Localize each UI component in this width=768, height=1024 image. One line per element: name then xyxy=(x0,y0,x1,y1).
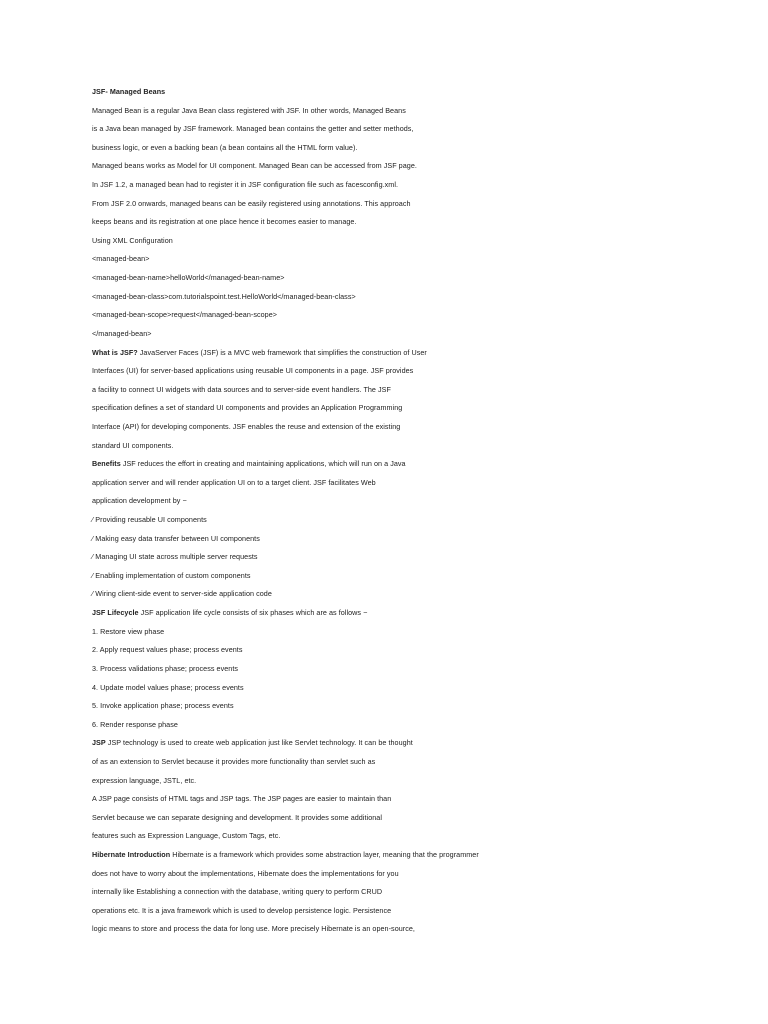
heading-label: Hibernate Introduction xyxy=(92,849,171,859)
document-body xyxy=(92,84,492,940)
line-text: JSF reduces the effort in creating and maintaining applications, which will run on a Java xyxy=(120,459,406,469)
line-text: ⁄ Providing reusable UI components xyxy=(92,515,207,525)
line-text: A JSP page consists of HTML tags and JSP tags. The JSP pages are easier to maintain than xyxy=(92,794,392,804)
line-text: </managed-bean> xyxy=(92,328,152,338)
line-text: expression language, JSTL, etc. xyxy=(92,775,197,785)
text-line xyxy=(92,419,492,438)
line-text: operations etc. It is a java framework which is used to develop persistence logic. Persistence xyxy=(92,905,392,915)
line-text: keeps beans and its registration at one place hence it becomes easier to manage. xyxy=(92,217,357,227)
text-line xyxy=(92,512,492,531)
text-line xyxy=(92,866,492,885)
text-line xyxy=(92,140,492,159)
line-text: logic means to store and process the data for long use. More precisely Hibernate is an open-source, xyxy=(92,924,415,934)
line-text: ⁄ Managing UI state across multiple server requests xyxy=(92,552,258,562)
heading-label: What is JSF? xyxy=(92,347,138,357)
line-text: <managed-bean-class>com.tutorialspoint.test.HelloWorld</managed-bean-class> xyxy=(92,291,356,301)
line-text: application development by − xyxy=(92,496,187,506)
line-text: <managed-bean-name>helloWorld</managed-bean-name> xyxy=(92,273,285,283)
text-line xyxy=(92,549,492,568)
text-line xyxy=(92,400,492,419)
text-line xyxy=(92,680,492,699)
line-text: Using XML Configuration xyxy=(92,235,173,245)
text-line xyxy=(92,103,492,122)
text-line xyxy=(92,307,492,326)
text-line xyxy=(92,456,492,475)
line-text: internally like Establishing a connection with the database, writing query to perform CRUD xyxy=(92,887,383,897)
line-text: a facility to connect UI widgets with data sources and to server-side event handlers. The JSF xyxy=(92,384,391,394)
line-text: Managed beans works as Model for UI component. Managed Bean can be accessed from JSF page. xyxy=(92,161,417,171)
line-text: <managed-bean-scope>request</managed-bean-scope> xyxy=(92,310,278,320)
text-line xyxy=(92,438,492,457)
line-text: JavaServer Faces (JSF) is a MVC web framework that simplifies the construction of User xyxy=(137,347,427,357)
line-text: 1. Restore view phase xyxy=(92,626,165,636)
text-line xyxy=(92,847,492,866)
line-text: specification defines a set of standard UI components and provides an Application Programming xyxy=(92,403,403,413)
line-text: ⁄ Wiring client-side event to server-side application code xyxy=(92,589,272,599)
text-line xyxy=(92,326,492,345)
line-text: JSF application life cycle consists of six phases which are as follows − xyxy=(138,608,368,618)
text-line xyxy=(92,810,492,829)
text-line xyxy=(92,828,492,847)
text-line xyxy=(92,624,492,643)
line-text: 6. Render response phase xyxy=(92,719,178,729)
text-line xyxy=(92,698,492,717)
text-line xyxy=(92,158,492,177)
line-text: is a Java bean managed by JSF framework. Managed bean contains the getter and setter methods, xyxy=(92,124,414,134)
line-text: ⁄ Making easy data transfer between UI components xyxy=(92,533,260,543)
text-line xyxy=(92,586,492,605)
line-text: 2. Apply request values phase; process events xyxy=(92,645,243,655)
text-line xyxy=(92,251,492,270)
line-text: Interface (API) for developing components. JSF enables the reuse and extension of the existing xyxy=(92,421,401,431)
text-line xyxy=(92,177,492,196)
text-line xyxy=(92,568,492,587)
text-line xyxy=(92,903,492,922)
text-line xyxy=(92,717,492,736)
text-line xyxy=(92,196,492,215)
text-line xyxy=(92,84,492,103)
line-text: JSP technology is used to create web application just like Servlet technology. It can be thought xyxy=(105,738,413,748)
text-line xyxy=(92,121,492,140)
line-text: From JSF 2.0 onwards, managed beans can be easily registered using annotations. This approach xyxy=(92,198,411,208)
line-text: application server and will render application UI on to a target client. JSF facilitates Web xyxy=(92,477,376,487)
line-text: Servlet because we can separate designing and development. It provides some additional xyxy=(92,812,382,822)
line-text: Managed Bean is a regular Java Bean class registered with JSF. In other words, Managed Beans xyxy=(92,105,406,115)
text-line xyxy=(92,214,492,233)
text-line xyxy=(92,289,492,308)
heading-label: Benefits xyxy=(92,459,121,469)
text-line xyxy=(92,791,492,810)
line-text: ⁄ Enabling implementation of custom components xyxy=(92,570,251,580)
text-line xyxy=(92,921,492,940)
text-line xyxy=(92,270,492,289)
text-line xyxy=(92,642,492,661)
text-line xyxy=(92,345,492,364)
heading-label: JSF- Managed Beans xyxy=(92,87,166,96)
line-text: 5. Invoke application phase; process events xyxy=(92,701,234,711)
text-line xyxy=(92,735,492,754)
text-line xyxy=(92,773,492,792)
line-text: 4. Update model values phase; process events xyxy=(92,682,244,692)
text-line xyxy=(92,233,492,252)
text-line xyxy=(92,884,492,903)
line-text: <managed-bean> xyxy=(92,254,150,264)
text-line xyxy=(92,363,492,382)
line-text: features such as Expression Language, Custom Tags, etc. xyxy=(92,831,281,841)
text-line xyxy=(92,661,492,680)
text-line xyxy=(92,531,492,550)
line-text: of as an extension to Servlet because it provides more functionality than servlet such as xyxy=(92,756,376,766)
heading-label: JSP xyxy=(92,738,106,748)
line-text: Hibernate is a framework which provides some abstraction layer, meaning that the programmer xyxy=(170,849,479,859)
text-line xyxy=(92,382,492,401)
line-text: In JSF 1.2, a managed bean had to register it in JSF configuration file such as facesconfig.xml. xyxy=(92,180,399,190)
line-text: does not have to worry about the implementations, Hibernate does the implementations for you xyxy=(92,868,399,878)
line-text: standard UI components. xyxy=(92,440,174,450)
line-text: business logic, or even a backing bean (a bean contains all the HTML form value). xyxy=(92,142,358,152)
text-line xyxy=(92,493,492,512)
text-line xyxy=(92,475,492,494)
line-text: Interfaces (UI) for server-based applications using reusable UI components in a page. JSF provides xyxy=(92,366,414,376)
text-line xyxy=(92,605,492,624)
heading-label: JSF Lifecycle xyxy=(92,608,139,618)
text-line xyxy=(92,754,492,773)
line-text: 3. Process validations phase; process events xyxy=(92,663,239,673)
